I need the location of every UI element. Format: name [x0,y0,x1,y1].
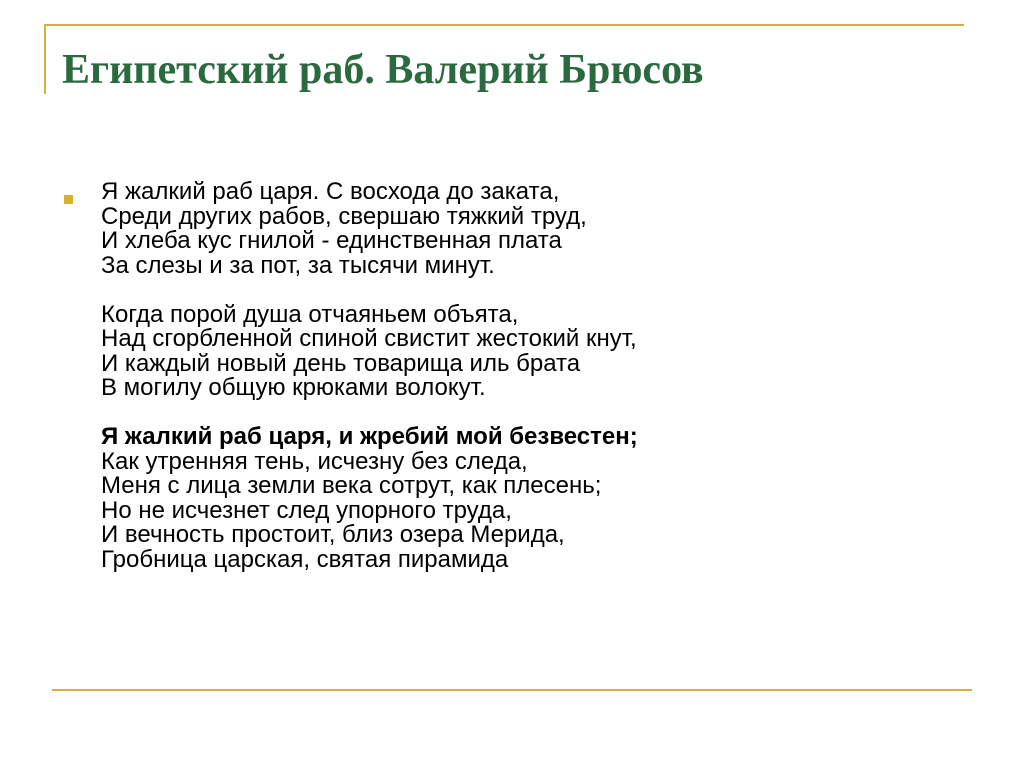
poem-line: В могилу общую крюками волокут. [101,374,486,401]
poem-line: Как утренняя тень, исчезну без следа, [101,447,528,475]
poem-line-bold: Я жалкий раб царя, и жребий мой безвестен; [101,423,638,450]
stanza-2 [101,300,961,401]
poem-line: И вечность простоит, близ озера Мерида, [101,521,565,548]
poem-line: И каждый новый день товарища иль брата [101,349,581,377]
poem-line: Я жалкий раб царя. С восхода до заката, [101,178,560,205]
poem-body [101,180,961,597]
top-divider [44,24,964,26]
poem-line: Гробница царская, святая пирамида [101,545,509,573]
stanza-3 [101,425,961,572]
poem-line: За слезы и за пот, за тысячи минут. [101,251,495,279]
bullet-square-icon [64,195,73,204]
poem-line: Среди других рабов, свершаю тяжкий труд, [101,202,587,230]
poem-line: Над сгорбленной спиной свистит жестокий кнут, [101,325,637,352]
poem-line: Меня с лица земли века сотрут, как плесень; [101,472,602,499]
poem-line: И хлеба кус гнилой - единственная плата [101,227,562,254]
stanza-1 [101,180,961,278]
title-side-divider [44,24,46,94]
poem-line: Но не исчезнет след упорного труда, [101,496,512,524]
slide-title: Египетский раб. Валерий Брюсов [62,47,704,93]
bottom-divider [52,689,972,691]
poem-line: Когда порой душа отчаяньем объята, [101,300,519,328]
